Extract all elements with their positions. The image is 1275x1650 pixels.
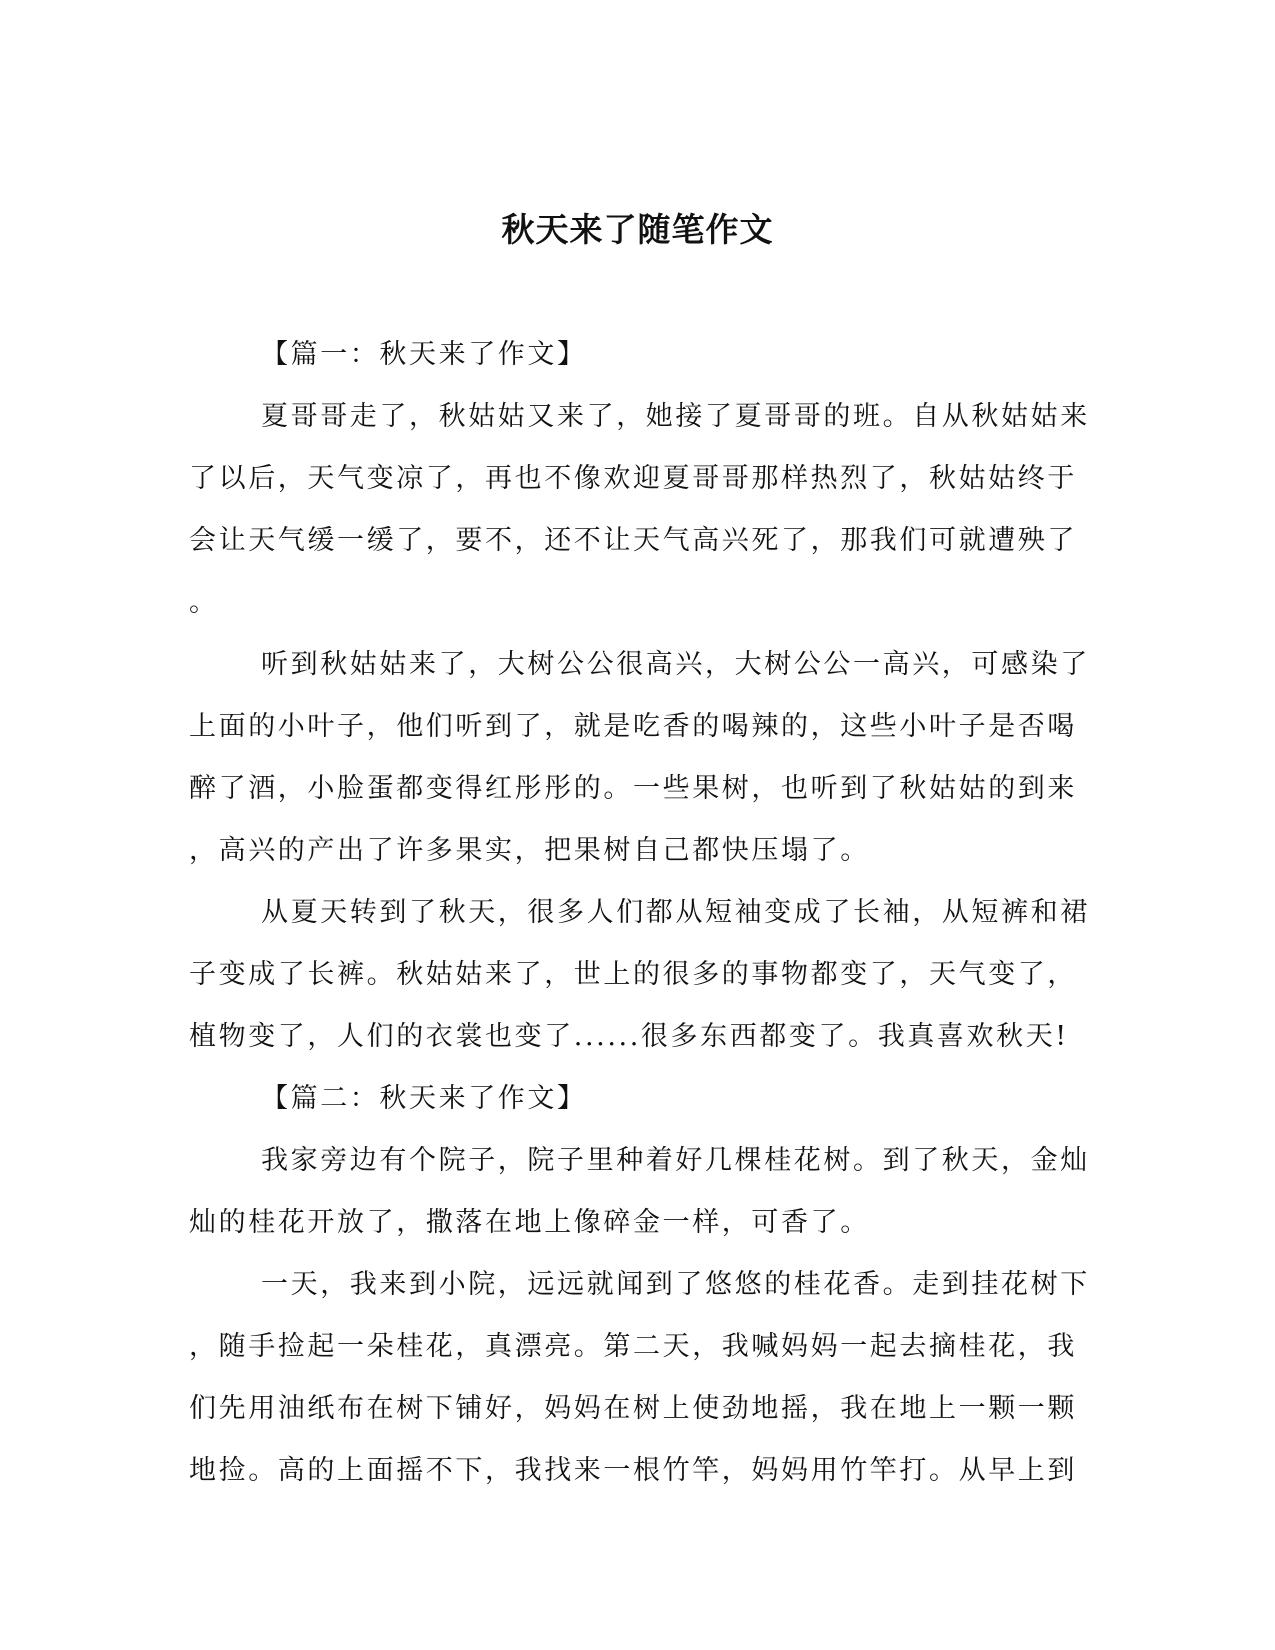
paragraph-line: 灿的桂花开放了，撒落在地上像碎金一样，可香了。: [189, 1207, 870, 1238]
section-heading-2: 【篇二：秋天来了作文】: [261, 1083, 587, 1114]
paragraph-line: 从夏天转到了秋天，很多人们都从短袖变成了长袖，从短裤和裙: [261, 897, 1090, 928]
paragraph-line: 。: [189, 587, 219, 618]
paragraph-line: ，随手捡起一朵桂花，真漂亮。第二天，我喊妈妈一起去摘桂花，我: [189, 1331, 1077, 1362]
paragraph-line: 我家旁边有个院子，院子里种着好几棵桂花树。到了秋天，金灿: [261, 1145, 1090, 1176]
section-heading-1: 【篇一：秋天来了作文】: [261, 339, 587, 370]
paragraph-line: 会让天气缓一缓了，要不，还不让天气高兴死了，那我们可就遭殃了: [189, 525, 1077, 556]
document-title: 秋天来了随笔作文: [501, 210, 774, 249]
paragraph-line: 醉了酒，小脸蛋都变得红彤彤的。一些果树，也听到了秋姑姑的到来: [189, 773, 1077, 804]
paragraph-line: 夏哥哥走了，秋姑姑又来了，她接了夏哥哥的班。自从秋姑姑来: [261, 401, 1090, 432]
paragraph-line: 了以后，天气变凉了，再也不像欢迎夏哥哥那样热烈了，秋姑姑终于: [189, 463, 1077, 494]
paragraph-line: 植物变了，人们的衣裳也变了......很多东西都变了。我真喜欢秋天!: [189, 1021, 1069, 1052]
paragraph-line: 听到秋姑姑来了，大树公公很高兴，大树公公一高兴，可感染了: [261, 649, 1090, 680]
document-body: [189, 324, 1090, 1502]
paragraph-line: 地捡。高的上面摇不下，我找来一根竹竿，妈妈用竹竿打。从早上到: [189, 1455, 1077, 1486]
paragraph-line: 子变成了长裤。秋姑姑来了，世上的很多的事物都变了，天气变了，: [189, 959, 1077, 990]
paragraph-line: 一天，我来到小院，远远就闻到了悠悠的桂花香。走到挂花树下: [261, 1269, 1090, 1300]
paragraph-line: 们先用油纸布在树下铺好，妈妈在树上使劲地摇，我在地上一颗一颗: [189, 1393, 1077, 1424]
paragraph-line: ，高兴的产出了许多果实，把果树自己都快压塌了。: [189, 835, 870, 866]
paragraph-line: 上面的小叶子，他们听到了，就是吃香的喝辣的，这些小叶子是否喝: [189, 711, 1077, 742]
